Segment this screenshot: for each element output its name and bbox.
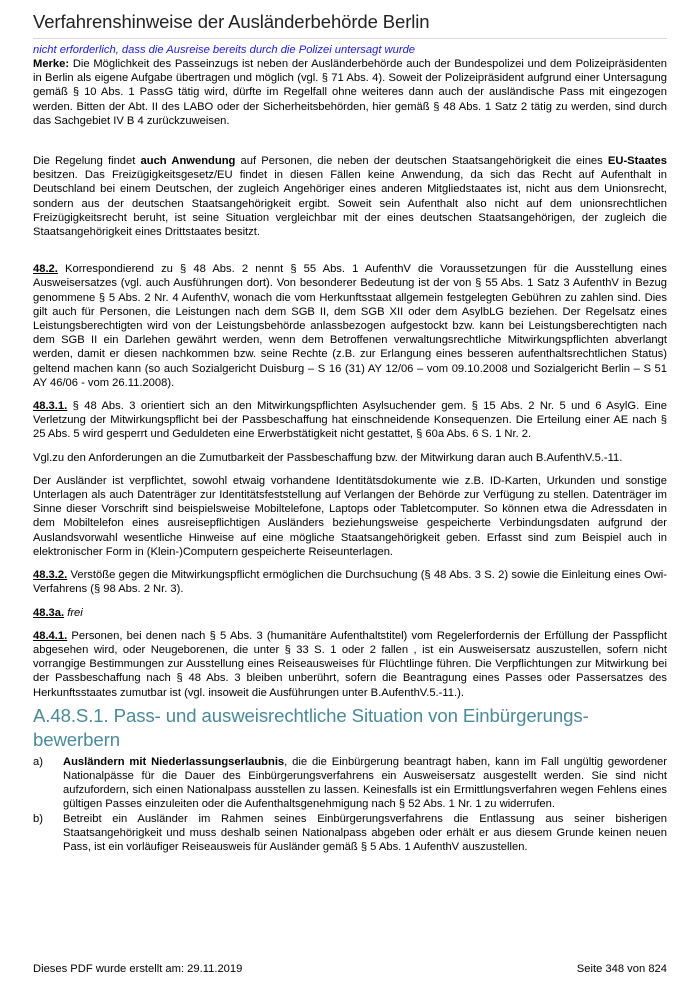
section-text: Korrespondierend zu § 48 Abs. 2 nennt § 55 Abs. 1 AufenthV die Voraussetzungen für die Ausstellung eines Ausweisersatzes (vgl. auch Ausführungen dort). Von besonderer Bedeutung ist der von § 55 Abs. 1 Satz 3 AufenthV in Bezug genommene § 5 Abs. 2 Nr. 4 AufenthV, wonach die vom Herkunftsstaat allgemein festgelegten Gebühren zu zahlen sind. Dies gilt auch für Personen, die Leistungen nach dem SGB II, dem SGB XII oder dem AsylbLG beziehen. Der Regelsatz eines Leistungsberechtigten wird von der Leistungsbehörde anlassbezogen aufgestockt bzw. kann bei Leistungsberechtigten nach dem SGB II ein Darlehen gewährt werden, wenn dem Betroffenen verwaltungsrechtliche Mitwirkungspflichten abverlangt werden, damit er diesen nachkommen bzw. seine Rechte (z.B. zur Erlangung eines besseren aufenthaltsrechtlichen Status) geltend machen kann (so auch Sozialgericht Duisburg – S 16 (31) AY 12/06 – vom 09.10.2008 und Sozialgericht Berlin – S 51 AY 46/06 - vom 26.11.2008). bbox=[33, 263, 667, 389]
page-footer bbox=[33, 963, 667, 975]
merke-paragraph bbox=[33, 57, 667, 128]
vgl-paragraph: Vgl.zu den Anforderungen an die Zumutbarkeit der Passbeschaffung bzw. der Mitwirkung daran auch B.AufenthV.5.-11. bbox=[33, 451, 623, 464]
section-text: Verstöße gegen die Mitwirkungspflicht ermöglichen die Durchsuchung (§ 48 Abs. 3 S. 2) sowie die Einleitung eines Owi-Verfahrens (§ 98 Abs. 2 Nr. 3). bbox=[33, 569, 667, 596]
document-page bbox=[33, 0, 667, 854]
list-item bbox=[33, 812, 667, 855]
section-number: 48.2. bbox=[33, 263, 58, 276]
section-text: Personen, bei denen nach § 5 Abs. 3 (humanitäre Aufenthaltstitel) vom Regelerfordernis der Erfüllung der Passpflicht abgesehen wird, oder Neugeborenen, die unter § 33 S. 1 oder 2 fallen , ist ein Ausweisersatz auszustellen, sofern nicht vorrangige Bestimmungen zur Ausstellung eines Reiseausweises für Flüchtlinge führen. Die Verpflichtungen zur Mitwirkung bei der Passbeschaffung nach § 48 Abs. 3 bleiben unberührt, sofern die Beantragung eines Passes oder Passersatzes des Herkunftsstaates zumutbar ist (vgl. insoweit die Ausführungen unter B.AufenthV.5.-11.). bbox=[33, 629, 667, 699]
section-48-4-1 bbox=[33, 629, 667, 700]
section-48-2 bbox=[33, 262, 667, 390]
section-number: 48.3.1. bbox=[33, 400, 68, 413]
regelung-post: besitzen. Das Freizügigkeitsgesetz/EU findet in diesen Fällen keine Anwendung, da sich das Recht auf Aufenthalt in Deutschland bei einem Deutschen, der zugleich Angehöriger eines anderen Mitgliedstaates ist, nicht aus dem Unionsrecht, sondern aus der deutschen Staatsangehörigkeit ergibt. Soweit sein Aufenthalt also nicht auf dem unionsrechtlichen Freizügigkeitsrecht beruht, ist seine Situation vergleichbar mit der eines deutschen Staatsangehörigen, der zugleich die Staatsangehörigkeit eines Drittstaates besitzt. bbox=[33, 169, 667, 239]
section-number: 48.3.2. bbox=[33, 569, 68, 582]
footer-page-number: Seite 348 von 824 bbox=[576, 963, 667, 975]
merke-label: Merke: bbox=[33, 58, 70, 70]
merke-text: Die Möglichkeit des Passeinzugs ist neben der Ausländerbehörde auch der Bundespolizei und dem Polizeipräsidenten in Berlin als eigene Aufgabe übertragen und möglich (vgl. § 71 Abs. 4). Soweit der Polizeipräsident aufgrund einer Untersagung gemäß § 10 Abs. 1 PassG tätig wird, dürfte im Regelfall ohne weiteres dann auch der ausländische Pass mit eingezogen werden. Bitten der Abt. II des LABO oder der Sicherheitsbehörden, hier gemäß § 48 Abs. 1 Satz 2 tätig zu werden, sind durch das Sachgebiet IV B 4 zurückzuweisen. bbox=[33, 58, 667, 127]
regelung-mid: auf Personen, die neben der deutschen Staatsangehörigkeit die eines bbox=[235, 155, 608, 168]
list-item-bold: Ausländern mit Niederlassungserlaubnis bbox=[63, 755, 285, 768]
regelung-bold-eu: EU-Staates bbox=[607, 155, 667, 168]
section-48-3-2 bbox=[33, 568, 667, 596]
list-item-label: b) bbox=[33, 812, 43, 825]
section-48-3a bbox=[33, 606, 667, 620]
page-header: Verfahrenshinweise der Ausländerbehörde Berlin bbox=[33, 11, 667, 39]
footer-created: Dieses PDF wurde erstellt am: 29.11.2019 bbox=[33, 963, 243, 975]
list-item-label: a) bbox=[33, 755, 43, 768]
regelung-pre: Die Regelung findet bbox=[33, 155, 141, 168]
note-line: nicht erforderlich, dass die Ausreise bereits durch die Polizei untersagt wurde bbox=[33, 44, 416, 56]
section-number: 48.3a. bbox=[33, 606, 65, 619]
section-text: § 48 Abs. 3 orientiert sich an den Mitwirkungspflichten Asylsuchender gem. § 15 Abs. 2 Nr. 5 und 6 AsylG. Eine Verletzung der Mitwirkungspflicht bei der Passbeschaffung hat einschneidende Konsequenzen. Die Erteilung einer AE nach § 25 Abs. 5 wird gesperrt und Geduldeten eine Erwerbstätigkeit nicht gestattet, § 60a Abs. 6 S. 1 Nr. 2. bbox=[33, 400, 667, 441]
regelung-paragraph bbox=[33, 154, 667, 239]
section-text: frei bbox=[67, 606, 83, 619]
list-item-body: Betreibt ein Ausländer im Rahmen seines Einbürgerungsverfahrens die Entlassung aus seiner bisherigen Staatsangehörigkeit und muss deshalb seinen Nationalpass abgeben oder erhält er aus diesem Grunde keinen neuen Pass, ist ein vorläufiger Reiseausweis für Ausländer gemäß § 5 Abs. 1 AufenthV auszustellen. bbox=[63, 812, 667, 853]
list-item-text bbox=[63, 812, 667, 855]
list-item-body: , die die Einbürgerung beantragt haben, kann im Fall ungültig gewordener Nationalpässe für die Dauer des Einbürgerungsverfahrens ein Ausweisersatz ausgestellt werden. Sie sind nicht aufzufordern, sich einen Nationalpass ausstellen zu lassen. Keinesfalls ist ein Ermittlungsverfahren wegen Fehlens eines gültigen Passes einzuleiten oder die Aufenthaltsgenehmigung nach § 52 Abs. 1 Nr. 1 zu widerrufen. bbox=[63, 755, 667, 811]
section-heading: A.48.S.1. Pass- und ausweisrechtliche Situation von Einbürgerungs-bewerbern bbox=[33, 704, 589, 750]
verpflichtet-paragraph: Der Ausländer ist verpflichtet, sowohl etwaig vorhandene Identitätsdokumente wie z.B. ID-Karten, Urkunden und sonstige Unterlagen als auch Datenträger zur Identitätsfeststellung auf Verlangen der Behörde zur Verfügung zu stellen. Datenträger im Sinne dieser Vorschrift sind beispielsweise Mobiltelefone, Laptops oder Tabletcomputer. So können etwa die Adressdaten in dem Mobiltelefon eines ausreisepflichtigen Ausländers beziehungsweise gespeicherte Verbindungsdaten aufgrund der Auslandsvorwahl wesentliche Hinweise auf eine mögliche Staatsangehörigkeit geben. Erfasst sind zum Beispiel auch in elektronischer Form in (Klein-)Computern gespeicherte Reiseunterlagen. bbox=[33, 474, 667, 558]
regelung-bold-anwendung: auch Anwendung bbox=[140, 155, 236, 168]
section-number: 48.4.1. bbox=[33, 629, 68, 642]
section-48-3-1 bbox=[33, 399, 667, 442]
list-item-text bbox=[63, 755, 667, 812]
list-item bbox=[33, 755, 667, 812]
